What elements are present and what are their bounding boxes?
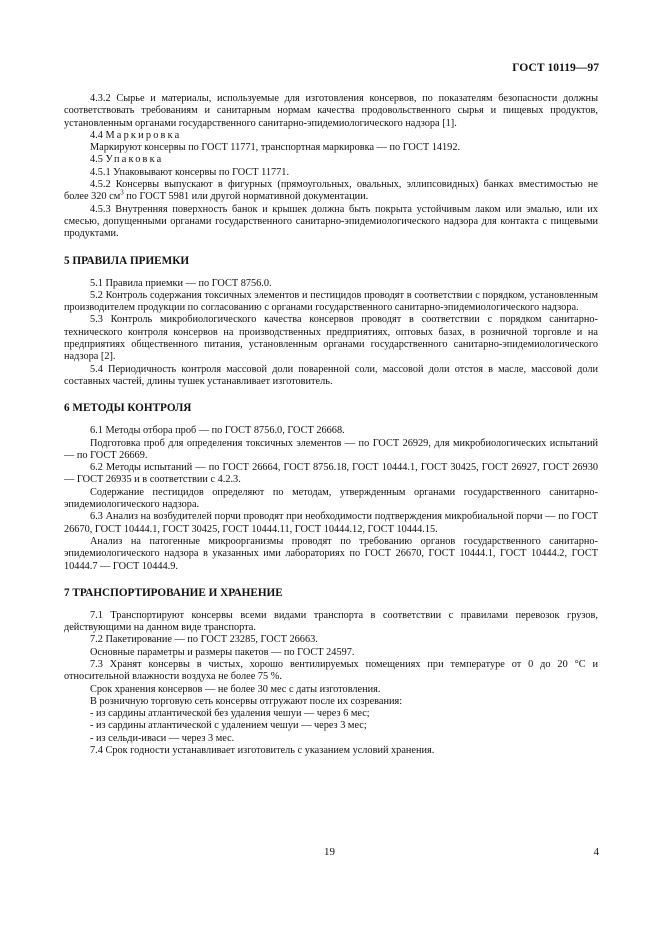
paragraph-6-3-pathogens: Анализ на патогенные микроорганизмы проводят по требованию органов государственного санитарно-эпидемиологического надзора в указанных ими лабораториях по ГОСТ 26670, ГОСТ 10444.1, ГОСТ 10444.2, ГОСТ 10444.7 — ГОСТ 10444.9. bbox=[64, 535, 598, 572]
section-5-heading: 5 ПРАВИЛА ПРИЕМКИ bbox=[64, 254, 190, 267]
paragraph-7-3-retail: В розничную торговую сеть консервы отгружают после их созревания: bbox=[90, 695, 403, 707]
paragraph-6-3: 6.3 Анализ на возбудителей порчи проводят при необходимости подтверждения микробиальной порчи — по ГОСТ 26670, ГОСТ 10444.1, ГОСТ 30425, ГОСТ 10444.11, ГОСТ 10444.12, ГОСТ 10444.15. bbox=[64, 511, 598, 535]
subsection-4-4-number: 4.4 bbox=[90, 129, 103, 141]
paragraph-5-3: 5.3 Контроль микробиологического качества консервов проводят в соответствии с порядком санитарно-технического контроля консервов на производственных предприятиях, оптовых базах, в розничной торговле и на предприятиях общественного питания, установленным органами государственного санитарно-эпидемиологического надзора [2]. bbox=[64, 314, 598, 363]
subsection-4-5-number: 4.5 bbox=[90, 154, 103, 166]
paragraph-7-1: 7.1 Транспортируют консервы всеми видами транспорта в соответствии с правилами перевозок грузов, действующими на данном виде транспорта. bbox=[64, 609, 598, 634]
paragraph-7-3-shelf-life: Срок хранения консервов — не более 30 мес с даты изготовления. bbox=[90, 683, 381, 695]
paragraph-5-2: 5.2 Контроль содержания токсичных элементов и пестицидов проводят в соответствии с порядком, установленным производителем продукции по согласованию с органами государственного санитарно-эпидемиологического надзора. bbox=[64, 289, 598, 314]
list-item-sardine-without-scales: - из сардины атлантической с удалением чешуи — через 3 мес; bbox=[90, 720, 367, 732]
paragraph-5-4: 5.4 Периодичность контроля массовой доли поваренной соли, массовой доли отстоя в масле, массовой доли составных частей, длины тушек устанавливает изготовитель. bbox=[64, 363, 598, 387]
subsection-4-4-title: Маркировка bbox=[105, 129, 182, 141]
paragraph-6-2: 6.2 Методы испытаний — по ГОСТ 26664, ГОСТ 8756.18, ГОСТ 10444.1, ГОСТ 30425, ГОСТ 26927, ГОСТ 26930 — ГОСТ 26935 и в соответствии с 4.2.3. bbox=[64, 462, 598, 486]
paragraph-7-3: 7.3 Хранят консервы в чистых, хорошо вентилируемых помещениях при температуре от 0 до 20 °С и относительной влажности воздуха не более 75 %. bbox=[64, 658, 598, 683]
paragraph-7-2-packages: Основные параметры и размеры пакетов — по ГОСТ 24597. bbox=[90, 646, 355, 658]
sheet-number: 4 bbox=[593, 846, 599, 858]
paragraph-4-5-2-text-b: по ГОСТ 5981 или другой нормативной документации. bbox=[123, 191, 369, 203]
paragraph-6-1: 6.1 Методы отбора проб — по ГОСТ 8756.0, ГОСТ 26668. bbox=[90, 425, 345, 437]
paragraph-4-3-2: 4.3.2 Сырье и материалы, используемые для изготовления консервов, по показателям безопасности должны соответствовать требованиям и санитарным нормам качества продовольственного сырья и пищевых продуктов, установленным органами государственного санитарно-эпидемиологического надзора [1]. bbox=[64, 93, 598, 129]
superscript-cubic: 3 bbox=[120, 188, 124, 197]
paragraph-6-2-pesticides: Содержание пестицидов определяют по методам, утвержденным органами государственного санитарно-эпидемиологического надзора. bbox=[64, 486, 598, 511]
document-header-gost-id: ГОСТ 10119—97 bbox=[512, 61, 599, 74]
paragraph-7-2: 7.2 Пакетирование — по ГОСТ 23285, ГОСТ 26663. bbox=[90, 634, 318, 646]
list-item-sardine-with-scales: - из сардины атлантической без удаления чешуи — через 6 мес; bbox=[90, 708, 370, 720]
list-item-iwashi: - из сельди-иваси — через 3 мес. bbox=[90, 732, 235, 744]
paragraph-7-4: 7.4 Срок годности устанавливает изготовитель с указанием условий хранения. bbox=[90, 745, 435, 757]
paragraph-4-5-2-text-a: 4.5.2 Консервы выпускают в фигурных (прямоугольных, овальных, эллипсовидных) банках вместимостью не более 320 см bbox=[64, 179, 598, 203]
section-7-heading: 7 ТРАНСПОРТИРОВАНИЕ И ХРАНЕНИЕ bbox=[64, 586, 283, 599]
page-number: 19 bbox=[324, 846, 335, 858]
paragraph-4-4: Маркируют консервы по ГОСТ 11771, транспортная маркировка — по ГОСТ 14192. bbox=[90, 142, 461, 154]
subsection-4-5-heading bbox=[64, 154, 598, 166]
paragraph-4-5-2 bbox=[64, 179, 598, 204]
paragraph-6-1-sample-prep: Подготовка проб для определения токсичных элементов — по ГОСТ 26929, для микробиологических испытаний — по ГОСТ 26669. bbox=[64, 437, 598, 461]
subsection-4-5-title: Упаковка bbox=[105, 154, 164, 166]
page-body bbox=[64, 93, 598, 757]
paragraph-4-5-1: 4.5.1 Упаковывают консервы по ГОСТ 11771. bbox=[90, 166, 290, 178]
paragraph-5-1: 5.1 Правила приемки — по ГОСТ 8756.0. bbox=[90, 277, 272, 289]
paragraph-4-5-3: 4.5.3 Внутренняя поверхность банок и крышек должна быть покрыта устойчивым лаком или эмалью, или их смесью, допущенными органами государственного санитарно-эпидемиологического надзора для контакта с пищевыми продуктами. bbox=[64, 203, 598, 240]
subsection-4-4-heading bbox=[64, 130, 598, 142]
section-6-heading: 6 МЕТОДЫ КОНТРОЛЯ bbox=[64, 402, 192, 415]
